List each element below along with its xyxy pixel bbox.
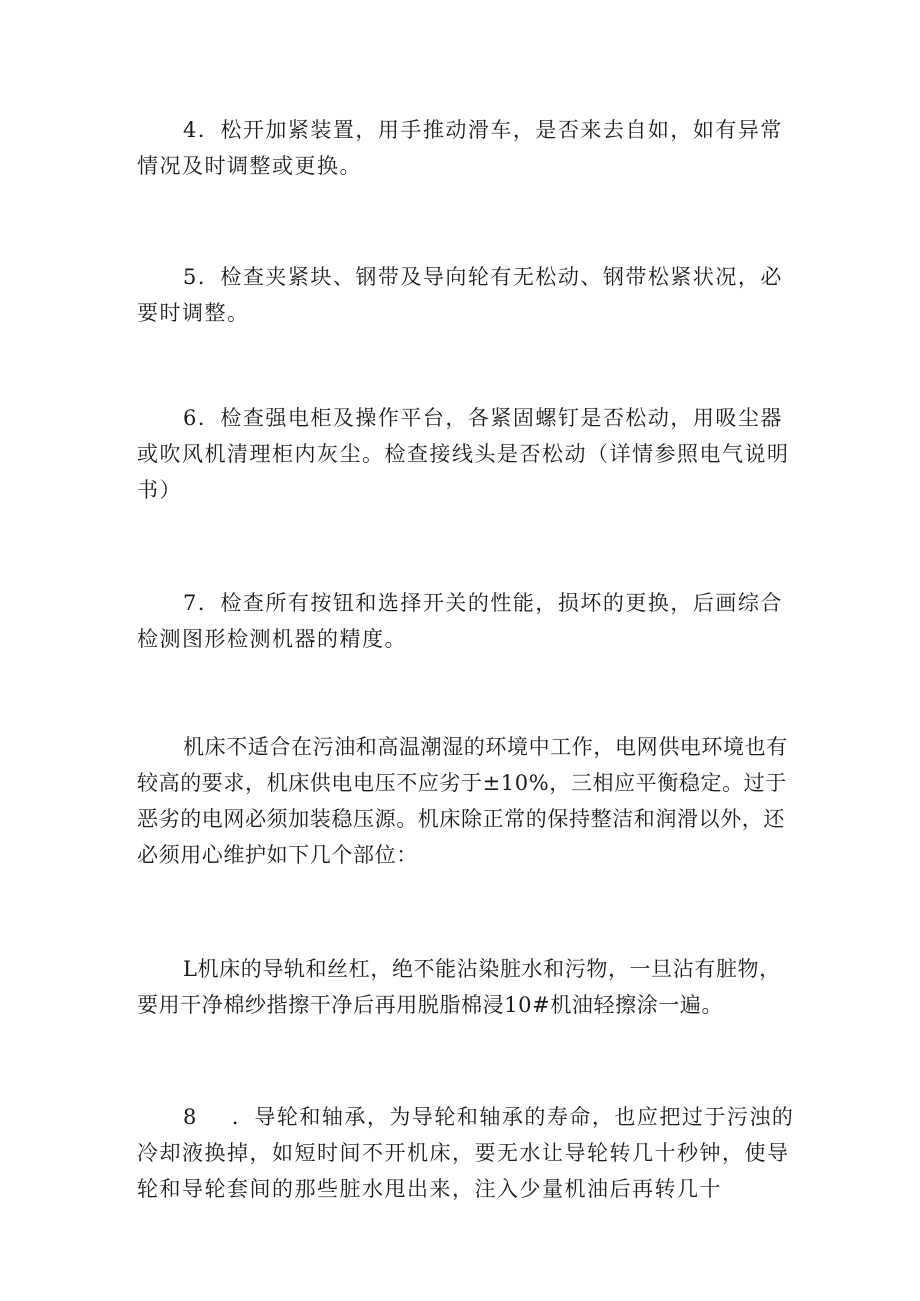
paragraph-item-5: 5．检查夹紧块、钢带及导向轮有无松动、钢带松紧状况，必要时调整。 bbox=[137, 265, 783, 325]
paragraph-item-8 bbox=[137, 1099, 797, 1207]
paragraph-environment: 机床不适合在污油和高温潮湿的环境中工作，电网供电环境也有较高的要求，机床供电电压不应劣于±10%，三相应平衡稳定。过于恶劣的电网必须加装稳压源。机床除正常的保持整洁和润滑以外，还必须用心维护如下几个部位： bbox=[137, 735, 788, 867]
item-8-number: 8 bbox=[183, 1105, 198, 1129]
item-8-text: ．导轮和轴承，为导轮和轴承的寿命，也应把过于污浊的冷却液换掉，如短时间不开机床，要无水让导轮转几十秒钟，使导轮和导轮套间的那些脏水甩出来，注入少量机油后再转几十 bbox=[137, 1105, 795, 1201]
paragraph-item-6: 6．检查强电柜及操作平台，各紧固螺钉是否松动，用吸尘器或吹风机清理柜内灰尘。检查接线头是否松动（详情参照电气说明书） bbox=[137, 406, 790, 502]
paragraph-item-4: 4．松开加紧装置，用手推动滑车，是否来去自如，如有异常情况及时调整或更换。 bbox=[137, 118, 783, 178]
paragraph-item-l: L机床的导轨和丝杠，绝不能沾染脏水和污物，一旦沾有脏物，要用干净棉纱揩擦干净后再用脱脂棉浸10#机油轻擦涂一遍。 bbox=[137, 957, 781, 1017]
paragraph-item-7: 7．检查所有按钮和选择开关的性能，损坏的更换，后画综合检测图形检测机器的精度。 bbox=[137, 591, 783, 651]
